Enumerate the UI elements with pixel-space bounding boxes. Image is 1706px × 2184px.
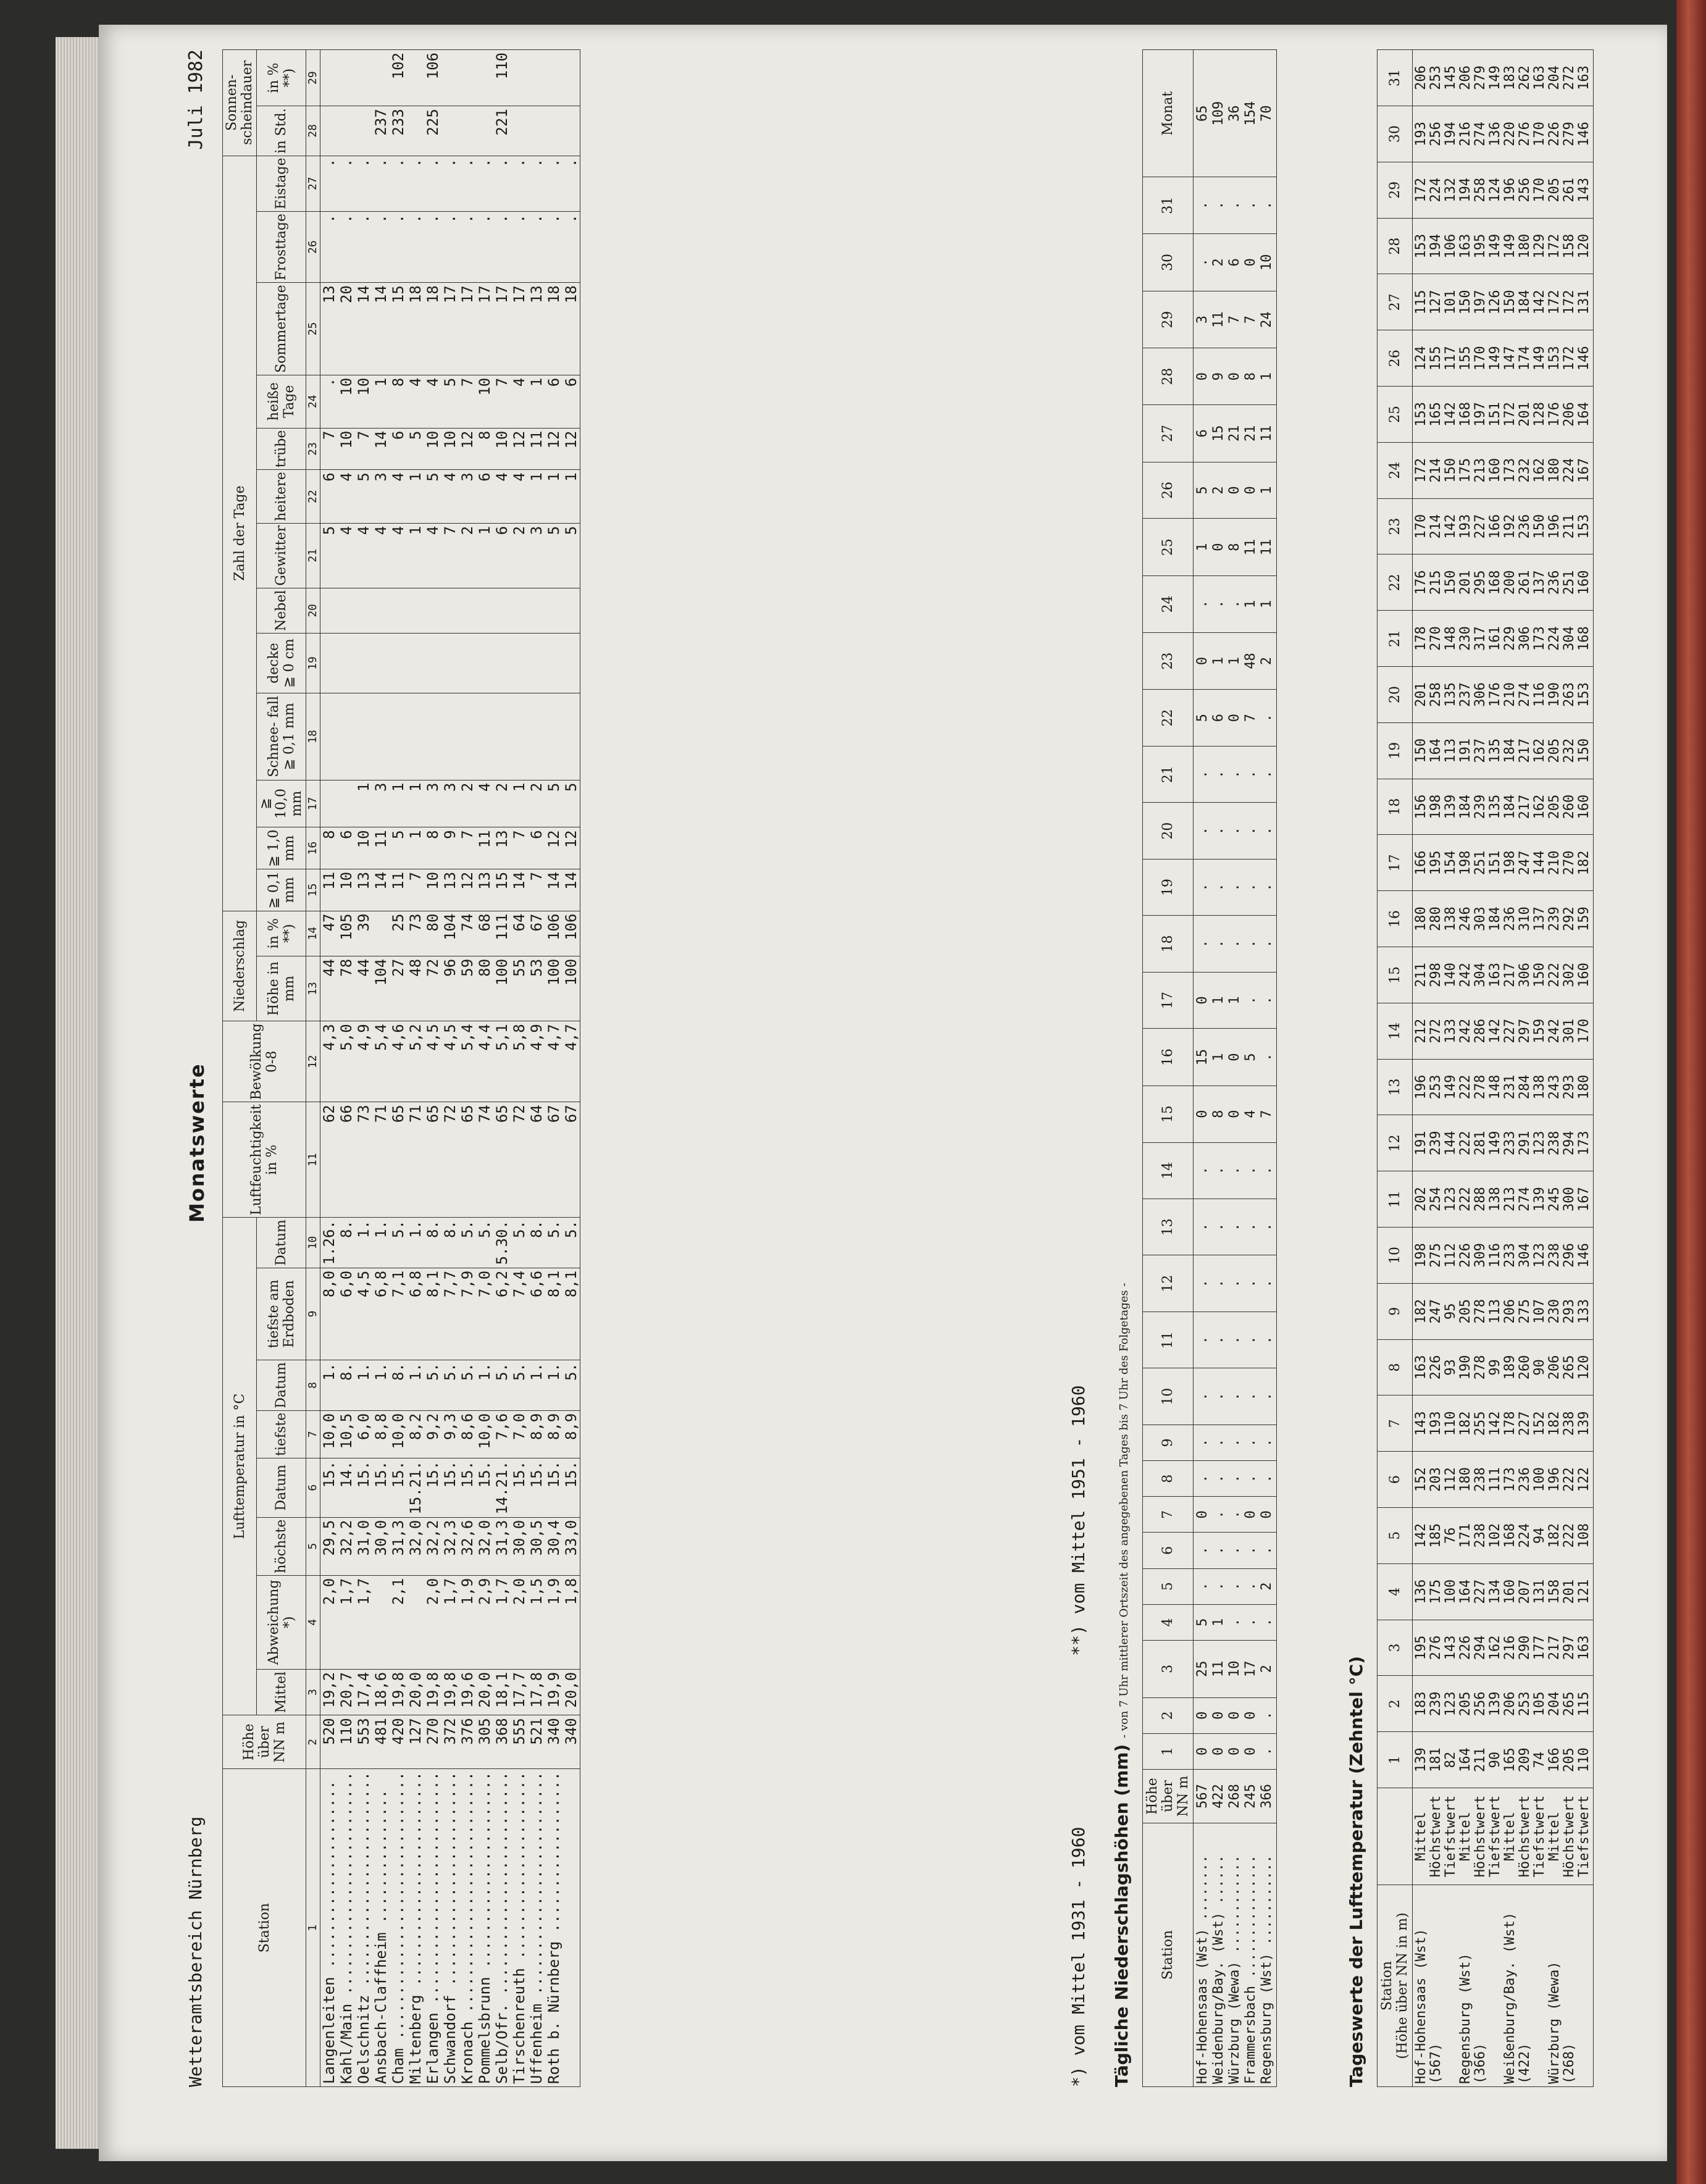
day-header: 18 (1378, 779, 1413, 835)
footnotes (1068, 1224, 1089, 2087)
min-values: 10,0 10,5 6,0 8,8 10,0 8,2 9,2 9,3 8,6 10,0 7,6 7,0 8,9 8,9 8,9 (320, 1410, 580, 1458)
height-values: 520 110 553 481 420 127 270 372 376 305 368 555 521 340 340 (320, 1715, 580, 1769)
table-row (1194, 50, 1277, 2087)
precip-values: 44 78 44 104 27 48 72 96 59 80 100 55 53 100 100 (320, 956, 580, 1021)
col-ground-min: tiefste am Erdboden (257, 1268, 306, 1360)
rotated-page-content (173, 49, 1642, 2087)
col-hot: heiße Tage (257, 375, 306, 428)
day-header: 30 (1143, 233, 1194, 291)
temp-col-kind (1378, 1788, 1413, 1885)
day-header: 3 (1378, 1620, 1413, 1676)
precip-pct-values: 47 105 39 25 73 80 104 74 68 111 64 67 106 106 (320, 911, 580, 956)
station-list: Langenleiten ..................... Kahl/Main ......................... Oelschnitz ........................ Ansbach-Claffheim ............... Cham .............................. Miltenberg ........................ Erlangen .......................... Schwandorf ........................ Kronach ........................... Pommelsbrunn ...................... Selb/Ofr. ......................... Tirschenreuth ..................... Uffenheim ......................... Roth b. Nürnberg .................. (320, 1769, 580, 2087)
day-values: 201 258 135 237 306 176 210 274 116 190 263 153 (1413, 667, 1594, 723)
temp-kind-list: Mittel Höchstwert Tiefstwert Mittel Höchstwert Tiefstwert Mittel Höchstwert Tiefstwert Mittel Höchstwert Tiefstwert (1413, 1788, 1594, 1885)
colnum: 24 (306, 375, 320, 428)
col-clear: heitere (257, 470, 306, 524)
day-values: 3 11 7 7 24 (1194, 291, 1277, 348)
day-values: 6 15 21 21 11 (1194, 404, 1277, 462)
day-values: 0 0 0 0 . (1194, 1733, 1277, 1769)
day-header: 20 (1143, 803, 1194, 859)
day-header: 11 (1378, 1171, 1413, 1228)
day-values: . . . . . (1194, 803, 1277, 859)
day-header: 13 (1378, 1059, 1413, 1115)
col-deviation: Abweichung *) (257, 1575, 306, 1669)
col-cloud: Bewölkung 0-8 (223, 1021, 306, 1102)
colnum: 5 (306, 1517, 320, 1575)
day-header: 14 (1378, 1003, 1413, 1059)
colnum: 9 (306, 1268, 320, 1360)
day-values: 178 270 148 230 317 161 229 306 173 224 304 168 (1413, 611, 1594, 667)
day-values: 5 2 0 0 1 (1194, 462, 1277, 518)
colnum: 4 (306, 1575, 320, 1669)
day-header: 3 (1143, 1640, 1194, 1697)
day-values: 139 181 82 164 211 90 165 209 74 166 205 110 (1413, 1732, 1594, 1788)
day-values: . . . . . (1194, 916, 1277, 972)
day-values: 5 1 . . . (1194, 1604, 1277, 1640)
day-header: 7 (1378, 1395, 1413, 1452)
book-cover-edge (1676, 0, 1706, 2184)
day-header: 25 (1378, 387, 1413, 443)
footnote-a: *) vom Mittel 1931 - 1960 (1068, 1826, 1089, 2087)
page-date: Juli 1982 (185, 49, 207, 150)
day-values: 195 276 143 226 294 162 216 290 177 217 297 163 (1413, 1620, 1594, 1676)
max-values: 29,5 32,2 31,0 30,0 31,3 32,0 32,2 32,3 32,6 32,0 31,3 30,0 30,5 30,4 33,0 (320, 1517, 580, 1575)
col-frost: Frosttage (257, 211, 306, 282)
day-header: 11 (1143, 1312, 1194, 1368)
day-header: 15 (1378, 947, 1413, 1003)
day-header: 2 (1378, 1676, 1413, 1732)
colnum: 19 (306, 634, 320, 693)
day-header: 2 (1143, 1697, 1194, 1733)
p10-values: 1 3 1 1 3 3 2 4 2 1 2 5 5 (320, 780, 580, 827)
col-snowcover: decke ≧ 0 cm (257, 634, 306, 693)
day-values: 136 175 100 164 227 134 160 207 131 158 201 121 (1413, 1563, 1594, 1620)
colnum: 16 (306, 827, 320, 869)
day-header: 24 (1378, 442, 1413, 498)
day-header: 31 (1378, 50, 1413, 106)
day-header: 5 (1378, 1508, 1413, 1564)
col-fog: Nebel (257, 588, 306, 633)
day-header: 26 (1378, 330, 1413, 387)
col-p01: ≧ 0,1 mm (257, 869, 306, 911)
clear-values: 6 4 5 3 4 1 5 4 3 6 4 4 1 1 1 (320, 470, 580, 524)
col-thunder: Gewitter (257, 523, 306, 588)
colnum: 23 (306, 428, 320, 470)
day-values: 152 203 112 180 238 111 173 236 100 196 222 122 (1413, 1452, 1594, 1508)
frost-values: . . . . . . . . . . . . . . . (320, 211, 580, 282)
group-precipitation: Niederschlag (223, 911, 257, 1021)
precip-section-title (1111, 1283, 1132, 2087)
hot-values: . 10 10 1 8 4 4 5 7 10 7 4 1 6 6 (320, 375, 580, 428)
colnum: 7 (306, 1410, 320, 1458)
col-mean: Mittel (257, 1669, 306, 1715)
col-ice: Eistage (257, 156, 306, 211)
day-header: 6 (1378, 1452, 1413, 1508)
snowfall-values (320, 693, 580, 780)
day-header: 12 (1378, 1115, 1413, 1171)
sun-pct-values: 102 106 110 (320, 50, 580, 106)
col-sun-pct: in % **) (257, 50, 306, 106)
col-min: tiefste (257, 1410, 306, 1458)
day-values: 142 185 76 171 238 102 168 224 94 182 222 108 (1413, 1508, 1594, 1564)
precip-col-height: Höhe über NN m (1143, 1770, 1194, 1823)
day-header: 1 (1378, 1732, 1413, 1788)
colnum: 6 (306, 1458, 320, 1517)
day-header: 22 (1378, 554, 1413, 611)
colnum: 18 (306, 693, 320, 780)
group-temperature: Lufttemperatur in °C (223, 1218, 257, 1715)
precip-title: Tägliche Niederschlagshöhen (mm) (1111, 1744, 1132, 2087)
day-header: 17 (1378, 835, 1413, 891)
day-values: 211 298 140 242 304 163 217 306 150 222 302 160 (1413, 947, 1594, 1003)
day-header: 8 (1143, 1461, 1194, 1497)
col-ground-date: Datum (257, 1218, 306, 1268)
temp-station-list: Hof-Hohensaas (Wst) (567) Regensburg (Wst) (366) Weißenburg/Bay. (Wst) (422) Würzburg (Wewa) (268) (1413, 1885, 1594, 2087)
colnum: 17 (306, 780, 320, 827)
day-values: 183 239 123 205 256 139 206 253 105 204 265 115 (1413, 1676, 1594, 1732)
day-values: 193 256 194 216 274 136 220 276 170 226 279 146 (1413, 106, 1594, 162)
day-header: 26 (1143, 462, 1194, 518)
day-values: 182 247 95 205 278 113 206 275 107 230 293 133 (1413, 1283, 1594, 1339)
day-values: 0 9 0 8 1 (1194, 348, 1277, 404)
deviation-values: 2,0 1,7 1,7 2,1 2,0 1,7 1,9 2,9 1,7 2,0 1,5 1,9 1,8 (320, 1575, 580, 1669)
day-values: . . . . . (1194, 1533, 1277, 1568)
day-header: 28 (1143, 348, 1194, 404)
col-humidity: Luftfeuchtigkeit in % (223, 1102, 306, 1218)
day-values: . . . . . (1194, 1255, 1277, 1312)
day-header: 8 (1378, 1339, 1413, 1395)
colnum: 13 (306, 956, 320, 1021)
group-days: Zahl der Tage (223, 156, 257, 911)
precip-height-values: 567 422 268 245 366 (1194, 1770, 1277, 1823)
col-overcast: trübe (257, 428, 306, 470)
day-values: 172 224 132 194 258 124 196 256 170 205 261 143 (1413, 162, 1594, 218)
overcast-values: 7 10 7 14 6 5 10 10 12 8 10 12 11 12 12 (320, 428, 580, 470)
day-header: 4 (1143, 1604, 1194, 1640)
office-label: Wetteramtsbereich Nürnberg (185, 1816, 206, 2087)
col-station: Station (223, 1769, 306, 2087)
day-header: 31 (1143, 177, 1194, 233)
day-values: 180 280 138 246 303 184 236 310 137 239 292 159 (1413, 891, 1594, 947)
col-max-date: Datum (257, 1458, 306, 1517)
day-header: 16 (1143, 1029, 1194, 1086)
day-header: 27 (1143, 404, 1194, 462)
day-values: . . . 1 1 (1194, 576, 1277, 632)
day-values: 143 193 110 182 255 142 178 227 152 182 238 139 (1413, 1395, 1594, 1452)
precip-station-list: Hof-Hohensaas (Wst) ........ Weidenburg/Bay. (Wst) ...... Würzburg (Wewa) ............ Frammersbach ............... Regensburg (Wst) ........... (1194, 1823, 1277, 2087)
col-sun-hours: in Std. (257, 106, 306, 156)
day-header: 9 (1378, 1283, 1413, 1339)
ground-min-values: 8,0 6,0 4,5 6,8 7,1 6,8 8,1 7,7 7,9 7,0 6,2 7,4 6,6 8,1 8,1 (320, 1268, 580, 1360)
colnum: 25 (306, 283, 320, 375)
day-header: 7 (1143, 1497, 1194, 1533)
column-number-row (306, 50, 320, 2087)
footnote-b: **) vom Mittel 1951 - 1960 (1068, 1385, 1089, 1656)
day-header: 13 (1143, 1199, 1194, 1255)
colnum: 3 (306, 1669, 320, 1715)
temp-height-label: (Höhe über NN in m) (1395, 1912, 1410, 2059)
snowcover-values (320, 634, 580, 693)
day-values: . . . . . (1194, 1425, 1277, 1460)
colnum: 14 (306, 911, 320, 956)
day-header: 24 (1143, 576, 1194, 632)
day-header: 20 (1378, 667, 1413, 723)
col-p10: ≧ 10,0 mm (257, 780, 306, 827)
day-values: 0 . . 0 0 (1194, 1497, 1277, 1533)
day-values: 25 11 10 17 2 (1194, 1640, 1277, 1697)
temp-station-label: Station (1379, 1960, 1395, 2011)
day-values: 5 6 0 7 . (1194, 690, 1277, 746)
ice-values: . . . . . . . . . . . . . . . (320, 156, 580, 211)
colnum: 10 (306, 1218, 320, 1268)
ground-date-values: 1.26. 8. 1. 1. 5. 1. 8. 8. 5. 5. 5.30. 5. 8. 5. 5. (320, 1218, 580, 1268)
day-header: 17 (1143, 972, 1194, 1028)
colnum: 27 (306, 156, 320, 211)
col-max: höchste (257, 1517, 306, 1575)
precip-header-row (1143, 50, 1194, 2087)
col-min-date: Datum (257, 1360, 306, 1411)
day-values: 153 194 106 163 195 149 149 180 129 172 158 120 (1413, 218, 1594, 274)
mean-values: 19,2 20,7 17,4 18,6 19,8 20,0 19,8 19,8 19,6 20,0 18,1 17,7 17,8 19,9 20,0 (320, 1669, 580, 1715)
day-values: . . . . . (1194, 1312, 1277, 1368)
day-values: . . . . . (1194, 1142, 1277, 1199)
monthly-values-table (222, 49, 580, 2087)
month-header: Monat (1143, 50, 1194, 177)
page-title: Monatswerte (185, 1063, 209, 1223)
page-header (185, 49, 222, 2087)
table-row (1413, 50, 1594, 2087)
day-header: 23 (1143, 632, 1194, 690)
day-header: 21 (1143, 746, 1194, 802)
day-values: 156 198 139 184 239 135 184 217 162 205 260 160 (1413, 779, 1594, 835)
day-values: . 2 6 0 10 (1194, 233, 1277, 291)
day-header: 27 (1378, 274, 1413, 330)
temp-title: Tageswerte der Lufttemperatur (Zehntel °C) (1346, 1656, 1366, 2087)
day-header: 29 (1378, 162, 1413, 218)
humidity-values: 62 66 73 71 65 71 65 72 65 74 65 72 64 67 67 (320, 1102, 580, 1218)
col-height: Höhe über NN m (223, 1715, 306, 1769)
colnum: 11 (306, 1102, 320, 1218)
day-values: . . . . . (1194, 859, 1277, 915)
day-values: 172 214 150 175 213 160 173 232 162 180 224 167 (1413, 442, 1594, 498)
daily-precip-table (1142, 49, 1277, 2087)
col-precip-pct: in % **) (257, 911, 306, 956)
col-snowfall: Schnee- fall ≧ 0,1 mm (257, 693, 306, 780)
day-values: 166 195 154 198 251 151 198 247 144 210 270 182 (1413, 835, 1594, 891)
day-values: . . . . . (1194, 746, 1277, 802)
day-values: . . . . . (1194, 1461, 1277, 1497)
precip-subtitle: - von 7 Uhr mittlerer Ortszeit des angegebenen Tages bis 7 Uhr des Folgetages - (1118, 1282, 1131, 1738)
day-header: 21 (1378, 611, 1413, 667)
colnum: 22 (306, 470, 320, 524)
colnum: 21 (306, 523, 320, 588)
colnum: 28 (306, 106, 320, 156)
day-values: . . . . . (1194, 1199, 1277, 1255)
day-values: 196 253 149 222 278 148 231 284 138 243 293 180 (1413, 1059, 1594, 1115)
colnum: 8 (306, 1360, 320, 1411)
col-p1: ≧ 1,0 mm (257, 827, 306, 869)
colnum: 12 (306, 1021, 320, 1102)
day-values: 0 8 0 4 7 (1194, 1086, 1277, 1142)
thunder-values: 5 4 4 4 4 1 4 7 2 1 6 2 3 5 5 (320, 523, 580, 588)
summer-values: 13 20 14 14 15 18 18 17 17 17 17 17 13 18 18 (320, 283, 580, 375)
temp-header-row (1378, 50, 1413, 2087)
day-values: 115 127 101 150 197 126 150 184 142 172 172 131 (1413, 274, 1594, 330)
day-values: . . . . 2 (1194, 1568, 1277, 1604)
day-values: 150 164 113 191 237 135 184 217 162 205 232 150 (1413, 722, 1594, 779)
day-values: 0 1 1 . . (1194, 972, 1277, 1028)
day-header: 9 (1143, 1425, 1194, 1460)
colnum: 15 (306, 869, 320, 911)
day-header: 10 (1378, 1228, 1413, 1284)
day-header: 10 (1143, 1368, 1194, 1425)
day-header: 14 (1143, 1142, 1194, 1199)
daily-temp-table (1377, 49, 1594, 2087)
colnum: 29 (306, 50, 320, 106)
colnum: 20 (306, 588, 320, 633)
day-values: 202 254 123 222 288 138 213 274 139 245 300 167 (1413, 1171, 1594, 1228)
day-values: 163 226 93 190 278 99 189 260 90 206 265 120 (1413, 1339, 1594, 1395)
day-values: 0 0 0 0 . (1194, 1697, 1277, 1733)
day-header: 30 (1378, 106, 1413, 162)
temp-col-station (1378, 1885, 1413, 2087)
max-date-values: 15. 14. 15. 15. 15. 15.21. 15. 15. 15. 15. 14.21. 15. 15. 15. 15. (320, 1458, 580, 1517)
day-header: 12 (1143, 1255, 1194, 1312)
day-values: . . . . . (1194, 177, 1277, 233)
day-header: 19 (1378, 722, 1413, 779)
day-header: 6 (1143, 1533, 1194, 1568)
col-precip-height: Höhe in mm (257, 956, 306, 1021)
day-values: 1 0 8 11 11 (1194, 519, 1277, 576)
day-values: 170 214 142 193 227 166 192 236 150 196 211 153 (1413, 498, 1594, 554)
colnum: 26 (306, 211, 320, 282)
day-header: 16 (1378, 891, 1413, 947)
month-values: 65 109 36 154 70 (1194, 50, 1277, 177)
day-values: 124 155 117 155 170 149 147 174 149 153 172 146 (1413, 330, 1594, 387)
day-header: 1 (1143, 1733, 1194, 1769)
day-header: 18 (1143, 916, 1194, 972)
day-header: 5 (1143, 1568, 1194, 1604)
day-values: 0 1 1 48 2 (1194, 632, 1277, 690)
day-values: 198 275 112 226 309 116 233 304 123 238 296 146 (1413, 1228, 1594, 1284)
day-header: 22 (1143, 690, 1194, 746)
day-values: 212 272 133 242 286 142 227 297 159 242 301 170 (1413, 1003, 1594, 1059)
day-header: 25 (1143, 519, 1194, 576)
day-values: 15 1 0 5 . (1194, 1029, 1277, 1086)
day-values: 191 239 144 222 281 149 233 291 123 238 294 173 (1413, 1115, 1594, 1171)
day-values: 206 253 145 206 279 149 183 262 163 204 272 163 (1413, 50, 1594, 106)
day-header: 23 (1378, 498, 1413, 554)
day-header: 29 (1143, 291, 1194, 348)
day-header: 19 (1143, 859, 1194, 915)
day-values: 176 215 150 201 295 168 200 261 137 236 251 160 (1413, 554, 1594, 611)
p1-values: 8 6 10 11 5 1 8 9 7 11 13 7 6 12 12 (320, 827, 580, 869)
p01-values: 11 10 13 14 11 7 10 13 12 13 15 14 7 14 14 (320, 869, 580, 911)
group-sunshine: Sonnen- scheindauer (223, 50, 257, 156)
col-summer: Sommertage (257, 283, 306, 375)
colnum: 2 (306, 1715, 320, 1769)
day-values: 153 165 142 168 197 151 172 201 128 176 206 164 (1413, 387, 1594, 443)
day-values: . . . . . (1194, 1368, 1277, 1425)
day-header: 4 (1378, 1563, 1413, 1620)
day-header: 15 (1143, 1086, 1194, 1142)
day-header: 28 (1378, 218, 1413, 274)
colnum: 1 (306, 1769, 320, 2087)
min-date-values: 1. 8. 1. 1. 8. 1. 5. 5. 5. 1. 5. 5. 1. 1. 5. (320, 1360, 580, 1411)
sun-hours-values: 237 233 225 221 (320, 106, 580, 156)
cloud-values: 4,3 5,0 4,9 5,4 4,6 5,2 4,5 4,5 5,4 4,4 5,1 5,8 4,9 4,7 4,7 (320, 1021, 580, 1102)
fog-values (320, 588, 580, 633)
precip-col-station: Station (1143, 1823, 1194, 2087)
table-row (320, 50, 580, 2087)
